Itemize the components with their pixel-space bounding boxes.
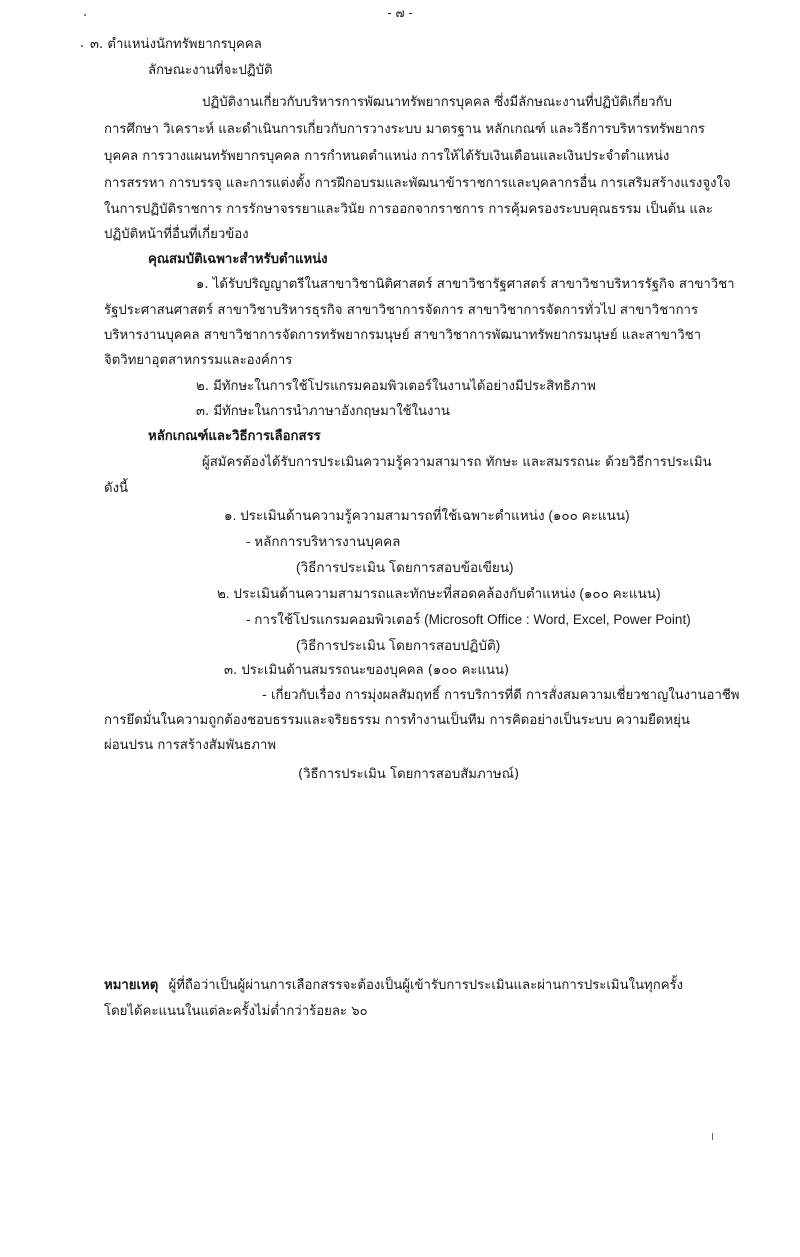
criterion-3-detail: - เกี่ยวกับเรื่อง การมุ่งผลสัมฤทธิ์ การบริการที่ดี การสั่งสมความเชี่ยวชาญในงานอาชีพ — [262, 688, 740, 703]
job-nature-line: ปฏิบัติงานเกี่ยวกับบริหารการพัฒนาทรัพยากรบุคคล ซึ่งมีลักษณะงานที่ปฏิบัติเกี่ยวกับ — [202, 95, 672, 110]
qualification-item-1: ๑. ได้รับปริญญาตรีในสาขาวิชานิติศาสตร์ สาขาวิชารัฐศาสตร์ สาขาวิชาบริหารรัฐกิจ สาขาวิชา — [196, 277, 735, 292]
job-nature-line: การศึกษา วิเคราะห์ และดำเนินการเกี่ยวกับการวางระบบ มาตรฐาน หลักเกณฑ์ และวิธีการบริหารทรัพยากร — [104, 122, 705, 137]
job-nature-line: การสรรหา การบรรจุ และการแต่งตั้ง การฝึกอบรมและพัฒนาข้าราชการและบุคลากรอื่น การเสริมสร้างแรงจูงใจ — [104, 176, 731, 191]
note-line-2: โดยได้คะแนนในแต่ละครั้งไม่ต่ำกว่าร้อยละ ๖๐ — [104, 1004, 368, 1019]
scan-speck — [81, 45, 83, 47]
criterion-2-method: (วิธีการประเมิน โดยการสอบปฏิบัติ) — [296, 638, 501, 653]
job-nature-line: ในการปฏิบัติราชการ การรักษาจรรยาและวินัย การออกจากราชการ การคุ้มครองระบบคุณธรรม เป็นต้น และ — [104, 202, 714, 217]
criterion-3-detail-cont: ผ่อนปรน การสร้างสัมพันธภาพ — [104, 738, 277, 753]
qualification-item-2: ๒. มีทักษะในการใช้โปรแกรมคอมพิวเตอร์ในงานได้อย่างมีประสิทธิภาพ — [196, 379, 596, 394]
note-label: หมายเหตุ — [104, 978, 159, 993]
criterion-3-detail-cont: การยึดมั่นในความถูกต้องชอบธรรมและจริยธรรม การทำงานเป็นทีม การคิดอย่างเป็นระบบ ความยืดหยุ่น — [104, 713, 690, 728]
criterion-1-title: ๑. ประเมินด้านความรู้ความสามารถที่ใช้เฉพาะตำแหน่ง (๑๐๐ คะแนน) — [224, 508, 630, 523]
qualification-item-1-cont: รัฐประศาสนศาสตร์ สาขาวิชาบริหารธุรกิจ สาขาวิชาการจัดการ สาขาวิชาการจัดการทั่วไป สาขาวิชาการ — [104, 303, 699, 318]
criterion-2-detail: - การใช้โปรแกรมคอมพิวเตอร์ (Microsoft Office : Word, Excel, Power Point) — [246, 612, 691, 627]
qualification-item-1-cont: บริหารงานบุคคล สาขาวิชาการจัดการทรัพยากรมนุษย์ สาขาวิชาการพัฒนาทรัพยากรมนุษย์ และสาขาวิชา — [104, 328, 702, 343]
scan-speck — [84, 14, 86, 16]
note-text: ผู้ที่ถือว่าเป็นผู้ผ่านการเลือกสรรจะต้องเป็นผู้เข้ารับการประเมินและผ่านการประเมินในทุกครั้ง — [168, 978, 684, 993]
selection-heading: หลักเกณฑ์และวิธีการเลือกสรร — [148, 429, 321, 444]
qualifications-heading: คุณสมบัติเฉพาะสำหรับตำแหน่ง — [148, 252, 328, 267]
section-title: ๓. ตำแหน่งนักทรัพยากรบุคคล — [90, 37, 262, 52]
note-line-1 — [104, 977, 683, 995]
job-nature-line: บุคคล การวางแผนทรัพยากรบุคคล การกำหนดตำแหน่ง การให้ได้รับเงินเดือนและเงินประจำตำแหน่ง — [104, 149, 670, 164]
criterion-1-detail: - หลักการบริหารงานบุคคล — [246, 534, 401, 549]
qualification-item-3: ๓. มีทักษะในการนำภาษาอังกฤษมาใช้ในงาน — [196, 404, 450, 419]
scan-speck — [712, 1133, 713, 1140]
job-nature-line: ปฏิบัติหน้าที่อื่นที่เกี่ยวข้อง — [104, 227, 249, 242]
criterion-2-title: ๒. ประเมินด้านความสามารถและทักษะที่สอดคล้องกับตำแหน่ง (๑๐๐ คะแนน) — [217, 586, 661, 601]
job-nature-heading: ลักษณะงานที่จะปฏิบัติ — [148, 63, 273, 78]
selection-intro: ผู้สมัครต้องได้รับการประเมินความรู้ความสามารถ ทักษะ และสมรรถนะ ด้วยวิธีการประเมิน — [202, 455, 712, 470]
selection-intro-cont: ดังนี้ — [104, 481, 129, 496]
qualification-item-1-cont: จิตวิทยาอุตสาหกรรมและองค์การ — [104, 353, 293, 368]
criterion-3-title: ๓. ประเมินด้านสมรรถนะของบุคคล (๑๐๐ คะแนน) — [224, 663, 510, 678]
page-number: - ๗ - — [387, 6, 413, 20]
criterion-3-method: (วิธีการประเมิน โดยการสอบสัมภาษณ์) — [298, 767, 520, 782]
criterion-1-method: (วิธีการประเมิน โดยการสอบข้อเขียน) — [296, 560, 514, 575]
